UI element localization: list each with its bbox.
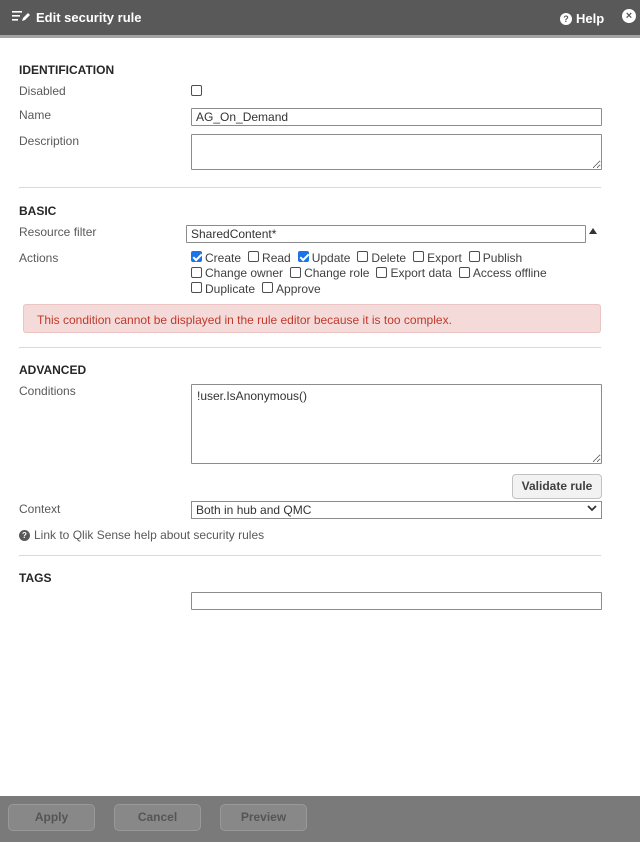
action-delete[interactable]: Delete: [357, 251, 406, 265]
action-checkbox[interactable]: [376, 267, 387, 278]
basic-section-title: BASIC: [19, 204, 57, 218]
actions-label: Actions: [19, 251, 59, 265]
action-checkbox[interactable]: [248, 251, 259, 262]
description-textarea[interactable]: [191, 134, 602, 170]
validate-rule-button[interactable]: Validate rule: [512, 474, 602, 499]
action-export-data[interactable]: Export data: [376, 266, 451, 280]
divider: [19, 347, 601, 348]
action-change-owner[interactable]: Change owner: [191, 266, 283, 280]
actions-row: [191, 281, 591, 297]
action-publish[interactable]: Publish: [469, 251, 522, 265]
action-checkbox[interactable]: [191, 267, 202, 278]
dialog-title: Edit security rule: [36, 10, 142, 25]
action-checkbox[interactable]: [191, 282, 202, 293]
action-checkbox[interactable]: [357, 251, 368, 262]
cancel-button[interactable]: Cancel: [114, 804, 201, 831]
apply-button[interactable]: Apply: [8, 804, 95, 831]
context-label: Context: [19, 502, 61, 516]
help-label: Help: [576, 11, 605, 26]
resource-filter-input[interactable]: [186, 225, 586, 243]
disabled-label: Disabled: [19, 84, 66, 98]
action-checkbox[interactable]: [191, 251, 202, 262]
name-label: Name: [19, 108, 52, 122]
tags-section-title: TAGS: [19, 571, 52, 585]
action-checkbox[interactable]: [262, 282, 273, 293]
chevron-down-icon: [587, 503, 597, 516]
name-input[interactable]: [191, 108, 602, 126]
action-access-offline[interactable]: Access offline: [459, 266, 547, 280]
preview-button[interactable]: Preview: [220, 804, 307, 831]
resource-filter-label: Resource filter: [19, 225, 97, 239]
context-select[interactable]: [191, 501, 602, 519]
divider: [19, 187, 601, 188]
action-checkbox[interactable]: [413, 251, 424, 262]
advanced-section-title: ADVANCED: [19, 363, 87, 377]
help-button[interactable]: [560, 11, 604, 26]
identification-section-title: IDENTIFICATION: [19, 63, 115, 77]
actions-row: [191, 250, 591, 266]
question-circle-icon: ?: [560, 13, 572, 25]
conditions-label: Conditions: [19, 384, 76, 398]
question-circle-icon: ?: [19, 530, 30, 541]
title-wrap: [12, 10, 141, 25]
tags-input[interactable]: [191, 592, 602, 610]
help-link[interactable]: [19, 528, 264, 542]
action-export[interactable]: Export: [413, 251, 462, 265]
description-label: Description: [19, 134, 80, 148]
disabled-checkbox[interactable]: [191, 85, 202, 96]
action-checkbox[interactable]: [469, 251, 480, 262]
help-link-text[interactable]: Link to Qlik Sense help about security rules: [34, 528, 265, 542]
action-read[interactable]: Read: [248, 251, 291, 265]
divider: [19, 555, 601, 556]
action-checkbox[interactable]: [290, 267, 301, 278]
action-create[interactable]: Create: [191, 251, 241, 265]
action-duplicate[interactable]: Duplicate: [191, 282, 255, 296]
collapse-triangle-icon[interactable]: [589, 228, 597, 234]
action-update[interactable]: Update: [298, 251, 351, 265]
action-checkbox[interactable]: [459, 267, 470, 278]
actions-row: [191, 266, 591, 282]
action-approve[interactable]: Approve: [262, 282, 321, 296]
context-selected-value: Both in hub and QMC: [196, 503, 312, 517]
dialog-footer: [0, 796, 640, 842]
edit-list-icon: [12, 10, 30, 25]
dialog-header: [0, 0, 640, 38]
action-change-role[interactable]: Change role: [290, 266, 369, 280]
action-checkbox[interactable]: [298, 251, 309, 262]
close-icon[interactable]: ×: [622, 9, 636, 23]
conditions-textarea[interactable]: [191, 384, 602, 464]
actions-checkbox-group: [191, 250, 591, 297]
complex-condition-error: This condition cannot be displayed in the rule editor because it is too complex.: [23, 304, 601, 333]
